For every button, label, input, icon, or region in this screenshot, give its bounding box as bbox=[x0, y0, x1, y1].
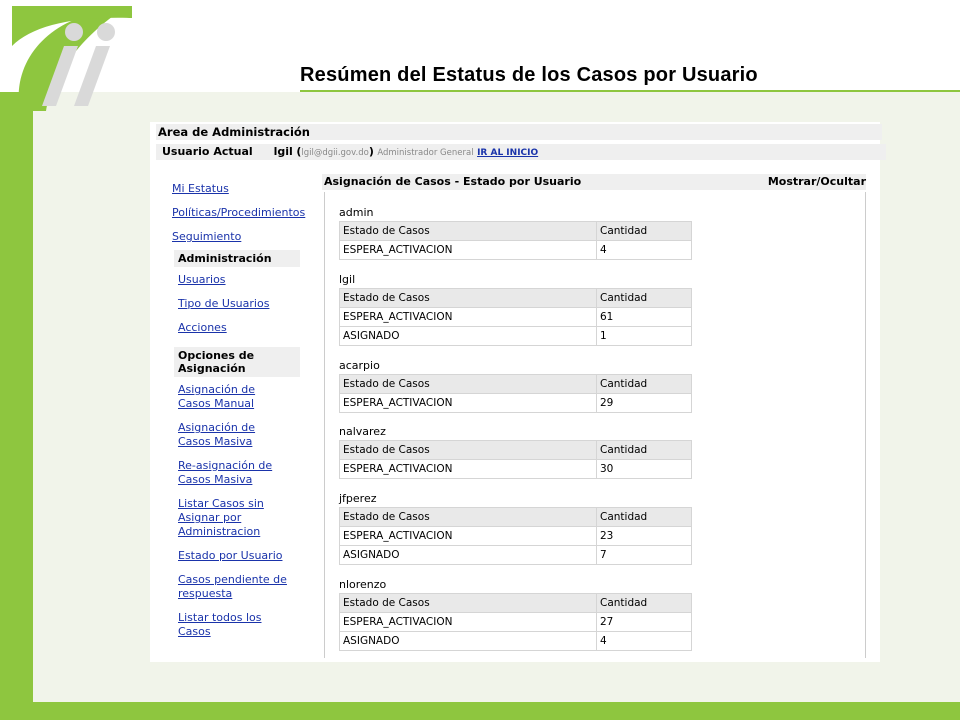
sidebar-link-listar-todos[interactable]: Listar todos los Casos bbox=[178, 611, 262, 638]
user-role: Administrador General bbox=[377, 148, 474, 158]
col-header-qty: Cantidad bbox=[597, 508, 692, 527]
table-header-row bbox=[340, 222, 692, 241]
sidebar-link-asignacion-masiva[interactable]: Asignación de Casos Masiva bbox=[178, 421, 256, 448]
sidebar-link-acciones[interactable]: Acciones bbox=[178, 321, 227, 334]
cell-state: ESPERA_ACTIVACION bbox=[340, 308, 597, 327]
table-row bbox=[340, 308, 692, 327]
sidebar-link-tipo-usuarios[interactable]: Tipo de Usuarios bbox=[178, 297, 270, 310]
status-table-admin bbox=[339, 221, 692, 260]
current-user-label: Usuario Actual bbox=[162, 145, 253, 158]
col-header-qty: Cantidad bbox=[597, 594, 692, 613]
cell-state: ESPERA_ACTIVACION bbox=[340, 394, 597, 413]
status-table-acarpio bbox=[339, 374, 692, 413]
col-header-qty: Cantidad bbox=[597, 441, 692, 460]
current-user-bar bbox=[156, 144, 886, 160]
col-header-state: Estado de Casos bbox=[340, 594, 597, 613]
sidebar-link-estado-por-usuario[interactable]: Estado por Usuario bbox=[178, 549, 283, 562]
sidebar-group-opciones-asignacion: Opciones de Asignación bbox=[174, 347, 300, 377]
sidebar-link-seguimiento[interactable]: Seguimiento bbox=[172, 230, 242, 243]
title-underline bbox=[300, 90, 960, 92]
table-row bbox=[340, 394, 692, 413]
sidebar bbox=[172, 182, 306, 639]
table-header-row bbox=[340, 508, 692, 527]
sidebar-link-asignacion-manual[interactable]: Asignación de Casos Manual bbox=[178, 383, 256, 410]
status-table-jfperez bbox=[339, 507, 692, 565]
cell-qty: 23 bbox=[597, 527, 692, 546]
table-row bbox=[340, 527, 692, 546]
col-header-qty: Cantidad bbox=[597, 289, 692, 308]
col-header-state: Estado de Casos bbox=[340, 222, 597, 241]
app-screenshot bbox=[150, 122, 880, 662]
cell-qty: 29 bbox=[597, 394, 692, 413]
cell-qty: 27 bbox=[597, 613, 692, 632]
table-row bbox=[340, 460, 692, 479]
cell-qty: 30 bbox=[597, 460, 692, 479]
area-title: Area de Administración bbox=[156, 124, 882, 140]
table-row bbox=[340, 613, 692, 632]
user-status-list bbox=[324, 192, 866, 658]
user-name-admin: admin bbox=[339, 206, 374, 219]
table-row bbox=[340, 241, 692, 260]
table-header-row bbox=[340, 594, 692, 613]
col-header-state: Estado de Casos bbox=[340, 508, 597, 527]
user-name-jfperez: jfperez bbox=[339, 492, 377, 505]
cell-state: ESPERA_ACTIVACION bbox=[340, 527, 597, 546]
sidebar-link-reasignacion-masiva[interactable]: Re-asignación de Casos Masiva bbox=[178, 459, 273, 486]
toggle-visibility-link[interactable]: Mostrar/Ocultar bbox=[767, 175, 866, 188]
status-table-nalvarez bbox=[339, 440, 692, 479]
table-row bbox=[340, 327, 692, 346]
paren-open: ( bbox=[296, 145, 302, 158]
cell-qty: 7 bbox=[597, 546, 692, 565]
sidebar-link-politicas[interactable]: Políticas/Procedimientos bbox=[172, 206, 306, 219]
cell-state: ASIGNADO bbox=[340, 546, 597, 565]
slide-title: Resúmen del Estatus de los Casos por Usuario bbox=[300, 64, 758, 86]
col-header-qty: Cantidad bbox=[597, 222, 692, 241]
sidebar-link-casos-pendientes[interactable]: Casos pendiente de respuesta bbox=[178, 573, 287, 600]
dgii-logo-icon bbox=[12, 6, 132, 116]
sidebar-link-mi-estatus[interactable]: Mi Estatus bbox=[172, 182, 229, 195]
cell-state: ESPERA_ACTIVACION bbox=[340, 241, 597, 260]
cell-qty: 4 bbox=[597, 632, 692, 651]
cell-state: ESPERA_ACTIVACION bbox=[340, 460, 597, 479]
table-header-row bbox=[340, 441, 692, 460]
user-name-nlorenzo: nlorenzo bbox=[339, 578, 387, 591]
user-email: lgil@dgii.gov.do bbox=[301, 148, 369, 158]
col-header-state: Estado de Casos bbox=[340, 289, 597, 308]
table-header-row bbox=[340, 289, 692, 308]
cell-state: ASIGNADO bbox=[340, 327, 597, 346]
cell-state: ASIGNADO bbox=[340, 632, 597, 651]
paren-close: ) bbox=[368, 145, 374, 158]
sidebar-link-usuarios[interactable]: Usuarios bbox=[178, 273, 226, 286]
table-header-row bbox=[340, 375, 692, 394]
user-name-acarpio: acarpio bbox=[339, 359, 380, 372]
status-table-nlorenzo bbox=[339, 593, 692, 651]
table-row bbox=[340, 546, 692, 565]
cell-state: ESPERA_ACTIVACION bbox=[340, 613, 597, 632]
col-header-state: Estado de Casos bbox=[340, 375, 597, 394]
cell-qty: 4 bbox=[597, 241, 692, 260]
status-table-lgil bbox=[339, 288, 692, 346]
col-header-qty: Cantidad bbox=[597, 375, 692, 394]
sidebar-group-administracion: Administración bbox=[174, 250, 300, 267]
main-header-title: Asignación de Casos - Estado por Usuario bbox=[324, 175, 582, 188]
home-link[interactable]: IR AL INICIO bbox=[477, 148, 539, 158]
current-user-name: lgil bbox=[273, 145, 293, 158]
table-row bbox=[340, 632, 692, 651]
cell-qty: 1 bbox=[597, 327, 692, 346]
user-name-lgil: lgil bbox=[339, 273, 356, 286]
col-header-state: Estado de Casos bbox=[340, 441, 597, 460]
cell-qty: 61 bbox=[597, 308, 692, 327]
user-name-nalvarez: nalvarez bbox=[339, 425, 386, 438]
main-header bbox=[322, 174, 866, 190]
sidebar-link-listar-sin-asignar[interactable]: Listar Casos sin Asignar por Administracion bbox=[178, 497, 264, 538]
slide-bottom-band bbox=[0, 702, 960, 720]
